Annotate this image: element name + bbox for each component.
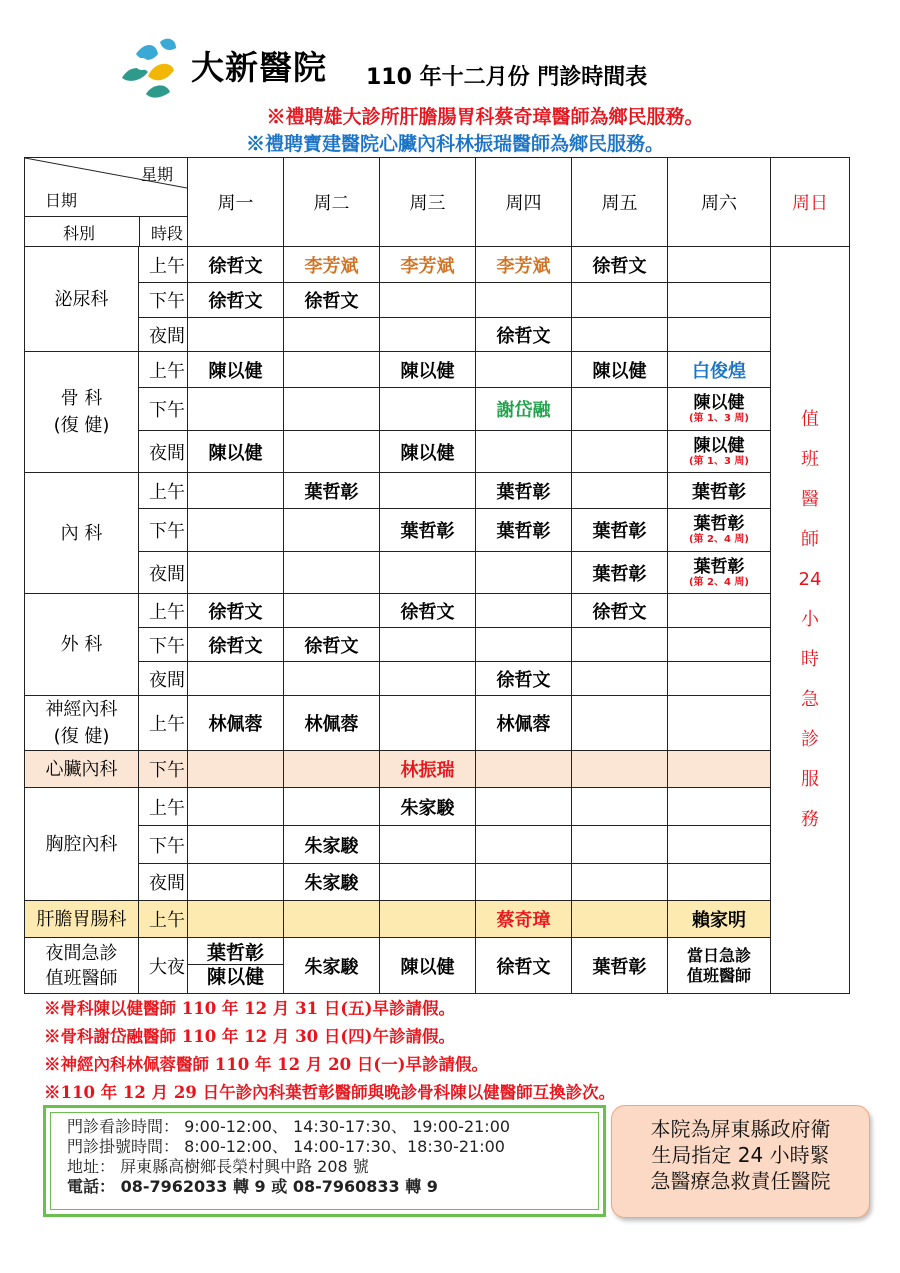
- dept-night-emergency: [25, 938, 139, 994]
- sunday-duty-text: [771, 400, 849, 840]
- doctor-cell: [284, 788, 380, 826]
- doctor-cell: [380, 318, 476, 352]
- doctor-cell: [188, 473, 284, 509]
- doctor-cell: [668, 388, 771, 431]
- doctor-cell: [572, 864, 668, 901]
- doctor-name: 陳以健: [693, 393, 745, 413]
- doctor-cell: 葉哲彰: [572, 552, 668, 594]
- doctor-cell: [188, 751, 284, 788]
- doctor-cell: [188, 788, 284, 826]
- emergency-line: 本院為屏東縣政府衛: [650, 1117, 831, 1141]
- doctor-cell: 朱家駿: [380, 788, 476, 826]
- corner-dept-label: 科別: [63, 224, 96, 243]
- doctor-cell: 白俊煌: [668, 352, 771, 388]
- sunday-duty-char: 24: [798, 569, 822, 590]
- table-row: [25, 318, 850, 352]
- doctor-cell: 葉哲彰: [284, 473, 380, 509]
- sunday-duty-char: 醫: [801, 489, 819, 510]
- slot-am: 上午: [139, 788, 188, 826]
- doctor-name: 陳以健: [693, 435, 745, 456]
- doctor-cell: 徐哲文: [284, 283, 380, 318]
- doctor-cell: [476, 552, 572, 594]
- slot-am: 上午: [139, 594, 188, 628]
- table-row: [25, 247, 850, 283]
- dept-line: 值班醫師: [45, 967, 118, 989]
- sunday-duty-char: 急: [801, 689, 819, 710]
- doctor-cell: [380, 901, 476, 938]
- slot-am: 上午: [139, 473, 188, 509]
- doctor-cell: [572, 788, 668, 826]
- doctor-cell: [668, 788, 771, 826]
- doctor-cell: 徐哲文: [188, 247, 284, 283]
- dept-surgery: 外 科: [25, 594, 139, 696]
- slot-night: 夜間: [139, 431, 188, 473]
- table-row: [25, 901, 850, 938]
- day-header-mon: 周一: [188, 158, 284, 247]
- slot-pm: 下午: [139, 751, 188, 788]
- doctor-cell: [668, 283, 771, 318]
- doctor-cell: [188, 388, 284, 431]
- doctor-cell: 徐哲文: [572, 247, 668, 283]
- doctor-cell: [668, 318, 771, 352]
- slot-pm: 下午: [139, 509, 188, 552]
- sunday-duty-char: 診: [801, 729, 819, 750]
- doctor-cell: [668, 826, 771, 864]
- registration-hours: 門診掛號時間： 8:00-12:00、 14:00-17:30、18:30-21:00: [67, 1137, 505, 1156]
- table-row: [25, 594, 850, 628]
- doctor-cell: 蔡奇璋: [476, 901, 572, 938]
- doctor-cell: 葉哲彰: [476, 509, 572, 552]
- slot-pm: 下午: [139, 388, 188, 431]
- doctor-cell: [380, 826, 476, 864]
- dept-line: (復 健): [53, 726, 110, 747]
- sunday-duty-char: 班: [801, 449, 819, 470]
- slot-am: 上午: [139, 696, 188, 751]
- slot-pm: 下午: [139, 283, 188, 318]
- doctor-cell: 徐哲文: [380, 594, 476, 628]
- doctor-cell: [188, 552, 284, 594]
- table-row: [25, 826, 850, 864]
- doctor-cell: [380, 473, 476, 509]
- doctor-cell: [668, 247, 771, 283]
- slot-night: 夜間: [139, 552, 188, 594]
- day-header-tue: 周二: [284, 158, 380, 247]
- slot-am: 上午: [139, 901, 188, 938]
- doctor-cell: [572, 628, 668, 662]
- doctor-cell: 徐哲文: [188, 628, 284, 662]
- sunday-duty-char: 務: [801, 809, 819, 830]
- corner-slot-label: 時段: [151, 224, 184, 243]
- clinic-hours: 門診看診時間： 9:00-12:00、 14:30-17:30、 19:00-21:00: [67, 1117, 511, 1136]
- doctor-cell: [668, 628, 771, 662]
- doctor-cell: [380, 552, 476, 594]
- doctor-cell: 朱家駿: [284, 864, 380, 901]
- doctor-cell: [188, 826, 284, 864]
- doctor-cell: 陳以健: [188, 431, 284, 473]
- doctor-cell: [284, 318, 380, 352]
- dept-chest-medicine: 胸腔內科: [25, 788, 139, 901]
- doctor-cell: [284, 662, 380, 696]
- doctor-cell: [188, 864, 284, 901]
- table-row: [25, 628, 850, 662]
- week-note: (第 1、3 周): [688, 413, 750, 424]
- header-row: [25, 158, 850, 247]
- week-note: (第 1、3 周): [688, 455, 750, 467]
- dept-orthopedics: [25, 352, 139, 473]
- doctor-cell: [188, 938, 284, 994]
- doctor-cell: [668, 662, 771, 696]
- table-row: [25, 696, 850, 751]
- doctor-cell: 陳以健: [380, 938, 476, 994]
- emergency-line: 生局指定 24 小時緊: [651, 1143, 830, 1167]
- table-row: [25, 388, 850, 431]
- doctor-cell: [188, 901, 284, 938]
- doctor-cell: [380, 283, 476, 318]
- slot-am: 上午: [139, 247, 188, 283]
- doctor-cell: [284, 552, 380, 594]
- dept-internal-medicine: 內 科: [25, 473, 139, 594]
- emergency-line: 急醫療急救責任醫院: [650, 1169, 831, 1193]
- doctor-cell: [476, 352, 572, 388]
- table-row: [25, 352, 850, 388]
- doctor-cell: [380, 388, 476, 431]
- day-header-thu: 周四: [476, 158, 572, 247]
- doctor-cell: 陳以健: [380, 352, 476, 388]
- dept-line: 骨 科: [60, 388, 103, 409]
- doctor-cell: [476, 751, 572, 788]
- doctor-cell: 徐哲文: [188, 594, 284, 628]
- doctor-cell: 葉哲彰: [476, 473, 572, 509]
- phone: 電話： 08-7962033 轉 9 或 08-7960833 轉 9: [67, 1177, 438, 1196]
- doctor-cell: 陳以健: [380, 431, 476, 473]
- footnote: ※骨科謝岱融醫師 110 年 12 月 30 日(四)午診請假。: [44, 1027, 455, 1046]
- doctor-cell: [572, 696, 668, 751]
- doctor-cell: [668, 938, 771, 994]
- day-header-sun: 周日: [771, 158, 850, 247]
- page-title: 110 年十二月份 門診時間表: [366, 65, 648, 90]
- corner-date-label: 日期: [45, 191, 78, 210]
- doctor-cell: 徐哲文: [572, 594, 668, 628]
- sunday-duty-cell: [771, 247, 850, 994]
- doctor-name: 葉哲彰: [693, 556, 745, 577]
- doctor-cell: [380, 696, 476, 751]
- doctor-cell: [380, 662, 476, 696]
- doctor-cell: 李芳斌: [476, 247, 572, 283]
- dept-gastroenterology: 肝膽胃腸科: [25, 901, 139, 938]
- doctor-cell: [572, 751, 668, 788]
- doctor-cell: [572, 826, 668, 864]
- hospital-name: 大新醫院: [191, 48, 327, 87]
- sunday-duty-char: 小: [801, 609, 819, 630]
- duty-text: 值班醫師: [686, 965, 751, 985]
- dept-line: (復 健): [53, 415, 110, 436]
- slot-night: 夜間: [139, 318, 188, 352]
- doctor-cell: [572, 473, 668, 509]
- doctor-name: 陳以健: [188, 964, 283, 989]
- doctor-cell: [284, 431, 380, 473]
- doctor-cell: [476, 283, 572, 318]
- doctor-cell: [572, 662, 668, 696]
- doctor-cell: [284, 509, 380, 552]
- doctor-cell: 林佩蓉: [188, 696, 284, 751]
- dept-line: 夜間急診: [45, 942, 118, 964]
- doctor-cell: [476, 864, 572, 901]
- table-row: [25, 864, 850, 901]
- table-row: [25, 788, 850, 826]
- doctor-cell: [668, 509, 771, 552]
- doctor-cell: 葉哲彰: [572, 938, 668, 994]
- table-row: [25, 283, 850, 318]
- doctor-cell: 朱家駿: [284, 826, 380, 864]
- doctor-cell: 徐哲文: [284, 628, 380, 662]
- doctor-cell: [572, 901, 668, 938]
- week-note: (第 2、4 周): [688, 534, 750, 545]
- week-note: (第 2、4 周): [688, 576, 750, 588]
- corner-cell: [25, 158, 188, 247]
- schedule-table: [24, 157, 850, 994]
- doctor-cell: [284, 901, 380, 938]
- doctor-cell: [380, 628, 476, 662]
- dept-cardiology: 心臟內科: [25, 751, 139, 788]
- slot-pm: 下午: [139, 826, 188, 864]
- doctor-cell: [572, 283, 668, 318]
- notice-gi-doctor: ※禮聘雄大診所肝膽腸胃科蔡奇璋醫師為鄉民服務。: [266, 106, 704, 128]
- slot-overnight: 大夜: [139, 938, 188, 994]
- dept-line: 神經內科: [45, 699, 118, 720]
- table-row: [25, 938, 850, 994]
- doctor-cell: [284, 388, 380, 431]
- clinic-info-box: [43, 1105, 606, 1217]
- dept-urology: 泌尿科: [25, 247, 139, 352]
- footnotes: [44, 995, 615, 1107]
- dept-neurology: [25, 696, 139, 751]
- sunday-duty-char: 時: [801, 649, 819, 670]
- doctor-cell: 陳以健: [572, 352, 668, 388]
- doctor-cell: [668, 864, 771, 901]
- doctor-cell: [668, 696, 771, 751]
- doctor-cell: [284, 751, 380, 788]
- doctor-cell: [572, 431, 668, 473]
- doctor-cell: 葉哲彰: [380, 509, 476, 552]
- doctor-cell: [284, 594, 380, 628]
- doctor-cell: [188, 318, 284, 352]
- doctor-cell: 葉哲彰: [668, 473, 771, 509]
- doctor-cell: 賴家明: [668, 901, 771, 938]
- emergency-designation-box: [611, 1105, 870, 1218]
- doctor-cell: [572, 388, 668, 431]
- doctor-cell: 徐哲文: [476, 938, 572, 994]
- page-header: [0, 30, 900, 100]
- table-row: [25, 662, 850, 696]
- sunday-duty-char: 服: [801, 769, 819, 790]
- doctor-cell: 林振瑞: [380, 751, 476, 788]
- slot-night: 夜間: [139, 662, 188, 696]
- table-row: [25, 751, 850, 788]
- sunday-duty-char: 師: [801, 529, 819, 550]
- slot-pm: 下午: [139, 628, 188, 662]
- doctor-cell: 徐哲文: [188, 283, 284, 318]
- doctor-cell: [668, 594, 771, 628]
- doctor-cell: [668, 431, 771, 473]
- doctor-cell: [476, 788, 572, 826]
- doctor-cell: [476, 594, 572, 628]
- doctor-cell: 朱家駿: [284, 938, 380, 994]
- doctor-cell: 徐哲文: [476, 318, 572, 352]
- doctor-cell: 林佩蓉: [476, 696, 572, 751]
- slot-night: 夜間: [139, 864, 188, 901]
- doctor-name: 葉哲彰: [206, 942, 264, 964]
- sunday-duty-char: 值: [801, 409, 819, 430]
- address: 地址： 屏東縣高樹鄉長榮村興中路 208 號: [67, 1157, 369, 1176]
- table-row: [25, 473, 850, 509]
- doctor-cell: 林佩蓉: [284, 696, 380, 751]
- footnote: ※骨科陳以健醫師 110 年 12 月 31 日(五)早診請假。: [44, 999, 455, 1018]
- doctor-cell: 李芳斌: [380, 247, 476, 283]
- doctor-cell: 陳以健: [188, 352, 284, 388]
- doctor-cell: [476, 826, 572, 864]
- doctor-cell: 徐哲文: [476, 662, 572, 696]
- hospital-logo-icon: [118, 36, 188, 100]
- doctor-cell: [572, 318, 668, 352]
- doctor-cell: [668, 552, 771, 594]
- day-header-fri: 周五: [572, 158, 668, 247]
- footnote: ※神經內科林佩蓉醫師 110 年 12 月 20 日(一)早診請假。: [44, 1055, 488, 1074]
- doctor-cell: [476, 431, 572, 473]
- doctor-cell: [188, 509, 284, 552]
- table-row: [25, 509, 850, 552]
- day-header-wed: 周三: [380, 158, 476, 247]
- doctor-name: 葉哲彰: [693, 514, 745, 534]
- doctor-cell: [476, 628, 572, 662]
- doctor-cell: [188, 662, 284, 696]
- doctor-cell: 謝岱融: [476, 388, 572, 431]
- doctor-cell: 李芳斌: [284, 247, 380, 283]
- slot-am: 上午: [139, 352, 188, 388]
- table-row: [25, 431, 850, 473]
- table-row: [25, 552, 850, 594]
- notice-cardio-doctor: ※禮聘寶建醫院心臟內科林振瑞醫師為鄉民服務。: [245, 133, 664, 155]
- day-header-sat: 周六: [668, 158, 771, 247]
- doctor-cell: [668, 751, 771, 788]
- doctor-cell: [380, 864, 476, 901]
- doctor-cell: [284, 352, 380, 388]
- doctor-cell: 葉哲彰: [572, 509, 668, 552]
- footnote: ※110 年 12 月 29 日午診內科葉哲彰醫師與晚診骨科陳以健醫師互換診次。: [44, 1083, 616, 1102]
- duty-text: 當日急診: [686, 945, 751, 965]
- corner-week-label: 星期: [140, 165, 173, 184]
